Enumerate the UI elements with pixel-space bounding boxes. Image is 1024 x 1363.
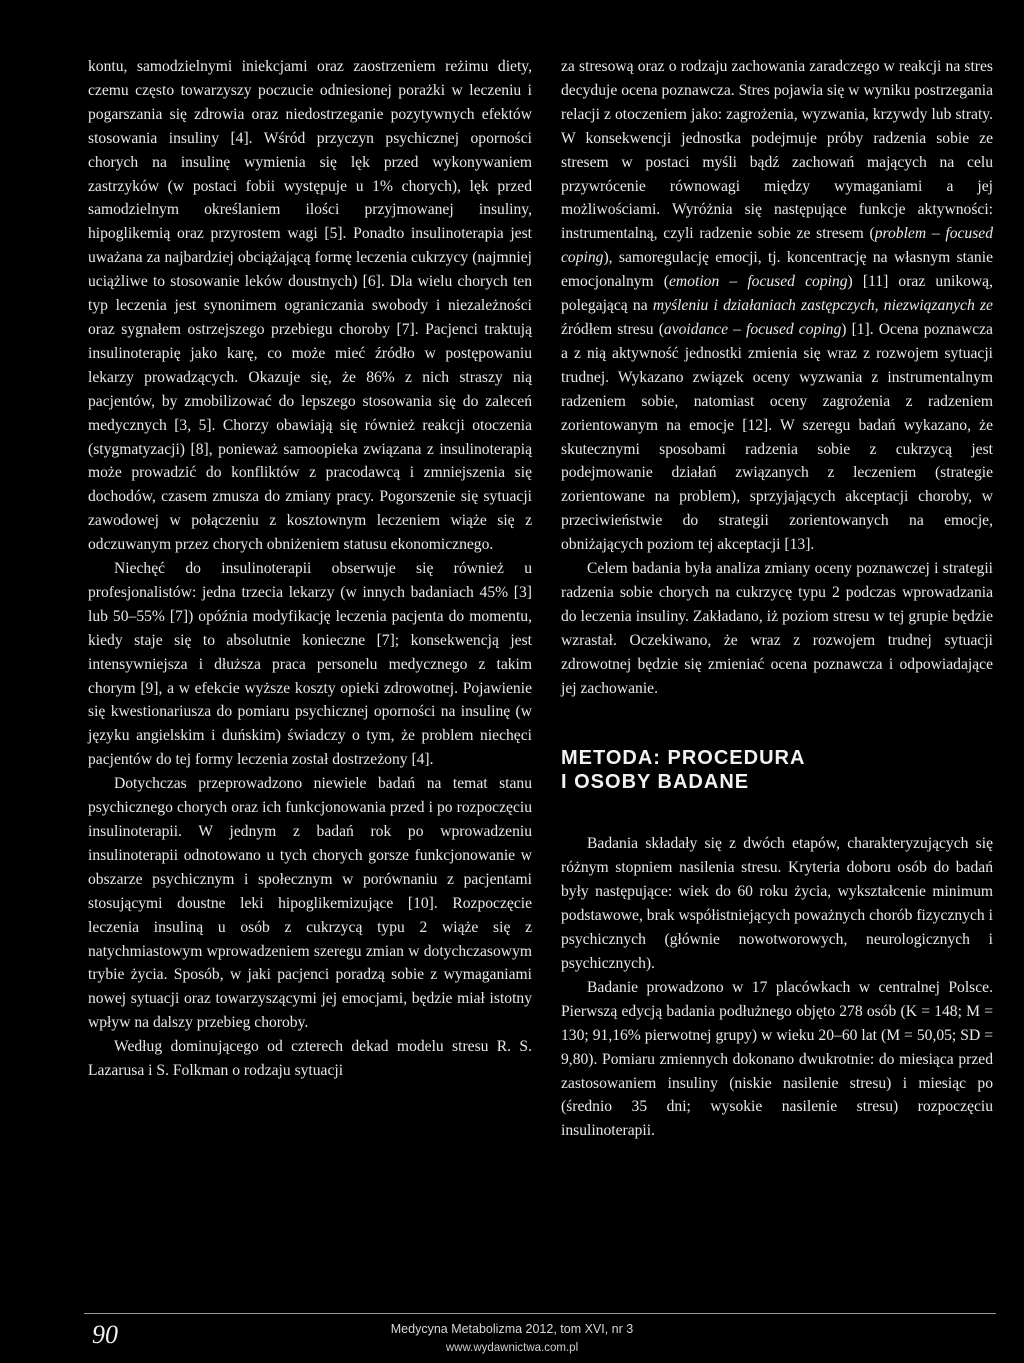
heading-line: METODA: PROCEDURA <box>561 747 806 770</box>
paragraph: Celem badania była analiza zmiany oceny poznawczej i strategii radzenia sobie chorych na cukrzycę typu 2 podczas wprowadzania do leczenia insuliny. Zakładano, iż poziom stresu w tej grupie będzie wzrastał. Oczekiwano, że wraz z rozwojem trudnej sytuacji zdrowotnej będzie się zmieniać ocena poznawcza i odpowiadające jej zachowanie. <box>561 560 993 697</box>
footer-divider <box>84 1313 996 1314</box>
paragraph: Według dominującego od czterech dekad modelu stresu R. S. Lazarusa i S. Folkman o rodzaju sytuacji <box>88 1038 532 1080</box>
text-run: za stresową oraz o rodzaju zachowania zaradczego w reakcji na stres decyduje ocena poznawcza. Stres pojawia się w wyniku postrzegania relacji z otoczeniem jako: zagrożenia, wyzwania, krzywdy lub straty. W konsekwencji jednostka podejmuje próby radzenia sobie ze stresem w postaci myśli bądź zachowań mających na celu przywrócenie równowagi między wymaganiami a jej możliwościami. Wyróżnia się następujące funkcje aktywności: instrumentalną, czyli radzenie sobie ze stresem ( <box>561 58 993 243</box>
text-run: źródłem stresu ( <box>561 320 664 338</box>
paragraph: Dotychczas przeprowadzono niewiele badań na temat stanu psychicznego chorych oraz ich funkcjonowania przed i po rozpoczęciu insulinoterapii. W jednym z badań rok po wprowadzeniu insulinoterapii odnotowano u tych chorych gorsze funkcjonowanie w obszarze psychicznym i społecznym w porównaniu z pacjentami stosującymi doustne leki hipoglikemizujące [10]. Rozpoczęcie leczenia insuliną u osób z cukrzycą typu 2 wiąże się z natychmiastowym wprowadzeniem szeregu zmian w dotychczasowym trybie życia. Sposób, w jaki pacjenci poradzą sobie z wymaganiami nowej sytuacji oraz towarzyszącymi jej emocjami, będzie miał istotny wpływ na dalszy przebieg choroby. <box>88 775 532 1032</box>
italic-term: myśleniu i działaniach zastępczych, niezwiązanych ze <box>652 297 993 315</box>
paragraph: Badania składały się z dwóch etapów, charakteryzujących się różnym stopniem nasilenia stresu. Kryteria doboru osób do badań były następujące: wiek do 60 roku życia, wykształcenie minimum podstawowe, brak współistniejących poważnych chorób fizycznych i psychicznych (głównie nowotworowych, neurologicznych i psychicznych). <box>561 835 993 972</box>
text-run: ), samoregulację emocji, tj. koncentrację na własnym stanie emocjonalnym ( <box>561 249 993 291</box>
publisher-url: www.wydawnictwa.com.pl <box>445 1342 579 1354</box>
page-number: 90 <box>92 1320 118 1349</box>
italic-term: avoidance – focused coping <box>663 320 842 338</box>
text-run: ) [1]. Ocena poznawcza a z nią aktywność jednostki zmienia się wraz z rozwojem sytuacji trudnej. Wykazano związek oceny wyzwania z instrumentalnym radzeniem sobie, natomiast oceny zagrożenia z radzeniem zorientowanym na emocje [12]. W szeregu badań wykazano, że skutecznymi sposobami radzenia sobie z cukrzycą jest podejmowanie działań związanych z leczeniem (strategie zorientowane na problem), sprzyjających akceptacji choroby, w przeciwieństwie do strategii zorientowanych na emocje, obniżających poziom tej akceptacji [13]. <box>561 320 993 554</box>
section-heading <box>561 746 993 794</box>
heading-line: I OSOBY BADANE <box>561 771 750 794</box>
paragraph <box>561 55 993 557</box>
paragraph: Niechęć do insulinoterapii obserwuje się również u profesjonalistów: jedna trzecia lekarzy (w innych badaniach 45% [3] lub 50–55% [7]) opóźnia modyfikację leczenia pacjenta do momentu, kiedy staje się to absolutnie konieczne [7]; konsekwencją jest intensywniejsza i dłuższa praca personelu medycznego z takim chorym [9], a w efekcie wyższe koszty opieki zdrowotnej. Pojawienie się kwestionariusza do pomiaru psychicznej oporności na insulinę (w języku angielskim i duńskim) świadczy o tym, że problem niechęci pacjentów do tej formy leczenia został dostrzeżony [4]. <box>88 560 532 769</box>
left-column <box>88 55 532 1083</box>
journal-citation: Medycyna Metabolizma 2012, tom XVI, nr 3 <box>390 1322 634 1336</box>
italic-term: problem – focused coping <box>561 225 994 267</box>
italic-term: emotion – focused coping <box>669 273 848 291</box>
right-column <box>561 55 993 1143</box>
text-run: ) [11] oraz unikową, polegającą na <box>561 273 993 315</box>
paragraph: kontu, samodzielnymi iniekcjami oraz zaostrzeniem reżimu diety, czemu często towarzyszy poczucie odniesionej porażki w leczeniu i pogarszania się zdrowia oraz niedostrzeganie pozytywnych efektów stosowania insuliny [4]. Wśród przyczyn psychicznej oporności chorych na insulinę wymienia się lęk przed wykonywaniem zastrzyków (w postaci fobii występuje u 1% chorych), lęk przed samodzielnym określaniem ilości przyjmowanej insuliny, hipoglikemią oraz przyrostem wagi [5]. Ponadto insulinoterapia jest uważana za najbardziej obciążającą formę leczenia cukrzycy (najmniej uciążliwe to stosowanie leków doustnych) [6]. Dla wielu chorych ten typ leczenia jest synonimem ograniczania swobody i niezależności oraz sygnałem ostrzejszego przebiegu choroby [7]. Pacjenci traktują insulinoterapię jako karę, co może mieć źródło w postępowaniu lekarzy prowadzących. Okazuje się, że 86% z nich straszy nią pacjentów, by zmobilizować do lepszego stosowania się do zaleceń medycznych [3, 5]. Chorzy obawiają się również reakcji otoczenia (stygmatyzacji) [8], ponieważ samoopieka związana z insulinoterapią może prowadzić do konfliktów z pracodawcą i zmniejszenia się dochodów, czasem zmusza do zmiany pracy. Pogorszenie się sytuacji zawodowej w połączeniu z kosztownym leczeniem wiąże się z odczuwanym przez chorych obniżeniem statusu ekonomicznego. <box>88 58 532 554</box>
paragraph: Badanie prowadzono w 17 placówkach w centralnej Polsce. Pierwszą edycją badania podłużnego objęto 278 osób (K = 148; M = 130; 91,16% pierwotnej grupy) w wieku 20–60 lat (M = 50,05; SD = 9,80). Pomiaru zmiennych dokonano dwukrotnie: do miesiąca przed zastosowaniem insuliny (niskie nasilenie stresu) i miesiąc po (średnio 35 dni; wysokie nasilenie stresu) rozpoczęciu insulinoterapii. <box>561 978 993 1140</box>
